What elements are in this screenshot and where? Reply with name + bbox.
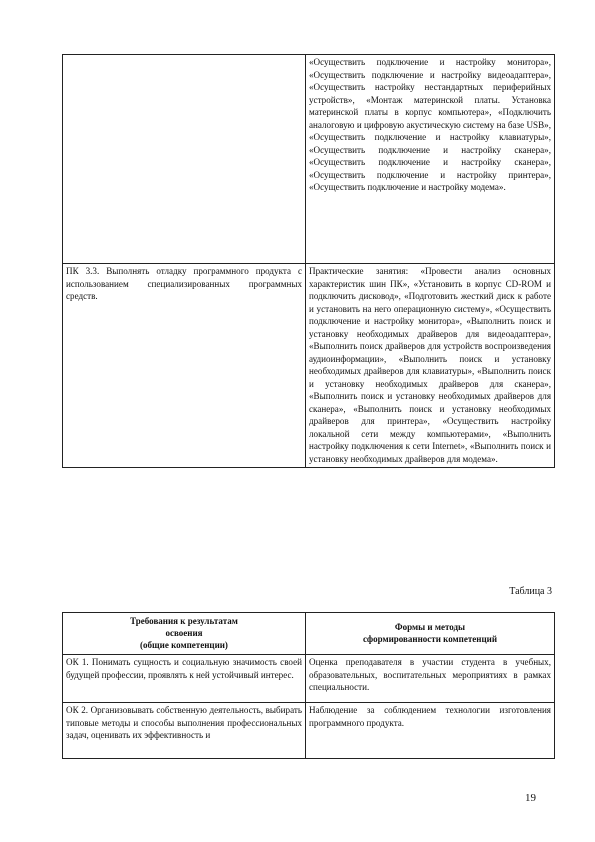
table-header-row (63, 613, 555, 655)
table-row (63, 55, 555, 264)
table-row (63, 264, 555, 468)
header-line: сформированности компетенций (362, 634, 497, 644)
header-line: освоения (165, 628, 203, 638)
table-cell-competency: ОК 1. Понимать сущность и социальную значимость своей будущей профессии, проявлять к ней устойчивый интерес. (63, 655, 306, 703)
table-cell-method: Оценка преподавателя в участии студента в учебных, образовательных, воспитательных мероприятиях в рамках специальности. (306, 655, 555, 703)
table-cell-activities: Практические занятия: «Провести анализ основных характеристик шин ПК», «Установить в корпус CD-ROM и подключить дисковод», «Подготовить жесткий диск к работе и установить на него операционную систему», «Осуществить подключение и настройку монитора», «Выполнить поиск и установку необходимых драйверов для видеоадаптера», «Выполнить поиск драйверов для устройств воспроизведения аудиоинформации», «Выполнить поиск и установку необходимых драйверов для клавиатуры», «Выполнить поиск и установку необходимых драйверов для сканера», «Выполнить поиск и установку необходимых драйверов для сканера», «Выполнить поиск и установку необходимых драйверов для принтера», «Осуществить настройку локальной сети между компьютерами», «Выполнить настройку подключения к сети Internet», «Выполнить поиск и установку необходимых драйверов для модема». (306, 264, 555, 468)
table-header-methods (306, 613, 555, 655)
header-line: Формы и методы (394, 622, 466, 632)
table-cell-method: Наблюдение за соблюдением технологии изготовления программного продукта. (306, 703, 555, 759)
header-line: (общие компетенции) (140, 640, 228, 650)
general-competencies-table (62, 612, 555, 759)
table-header-requirements (63, 613, 306, 655)
competencies-table-continued (62, 54, 555, 468)
page-number: 19 (525, 792, 536, 804)
table-cell-competency: ОК 2. Организовывать собственную деятельность, выбирать типовые методы и способы выполнения профессиональных задач, оценивать их эффективность и (63, 703, 306, 759)
table-row (63, 703, 555, 759)
table-cell-activities: «Осуществить подключение и настройку монитора», «Осуществить подключение и настройку видеоадаптера», «Осуществить настройку нестандартных периферийных устройств», «Монтаж материнской платы. Установка материнской платы в корпус компьютера», «Подключить аналоговую и цифровую акустическую систему на базе USB», «Осуществить подключение и настройку клавиатуры», «Осуществить подключение и настройку сканера», «Осуществить подключение и настройку сканера», «Осуществить подключение и настройку принтера», «Осуществить подключение и настройку модема». (306, 55, 555, 264)
table-cell-competency: ПК 3.3. Выполнять отладку программного продукта с использованием специализированных программных средств. (63, 264, 306, 468)
table-row (63, 655, 555, 703)
table-caption: Таблица 3 (509, 586, 552, 597)
header-line: Требования к результатам (130, 616, 238, 626)
table-cell-empty (63, 55, 306, 264)
